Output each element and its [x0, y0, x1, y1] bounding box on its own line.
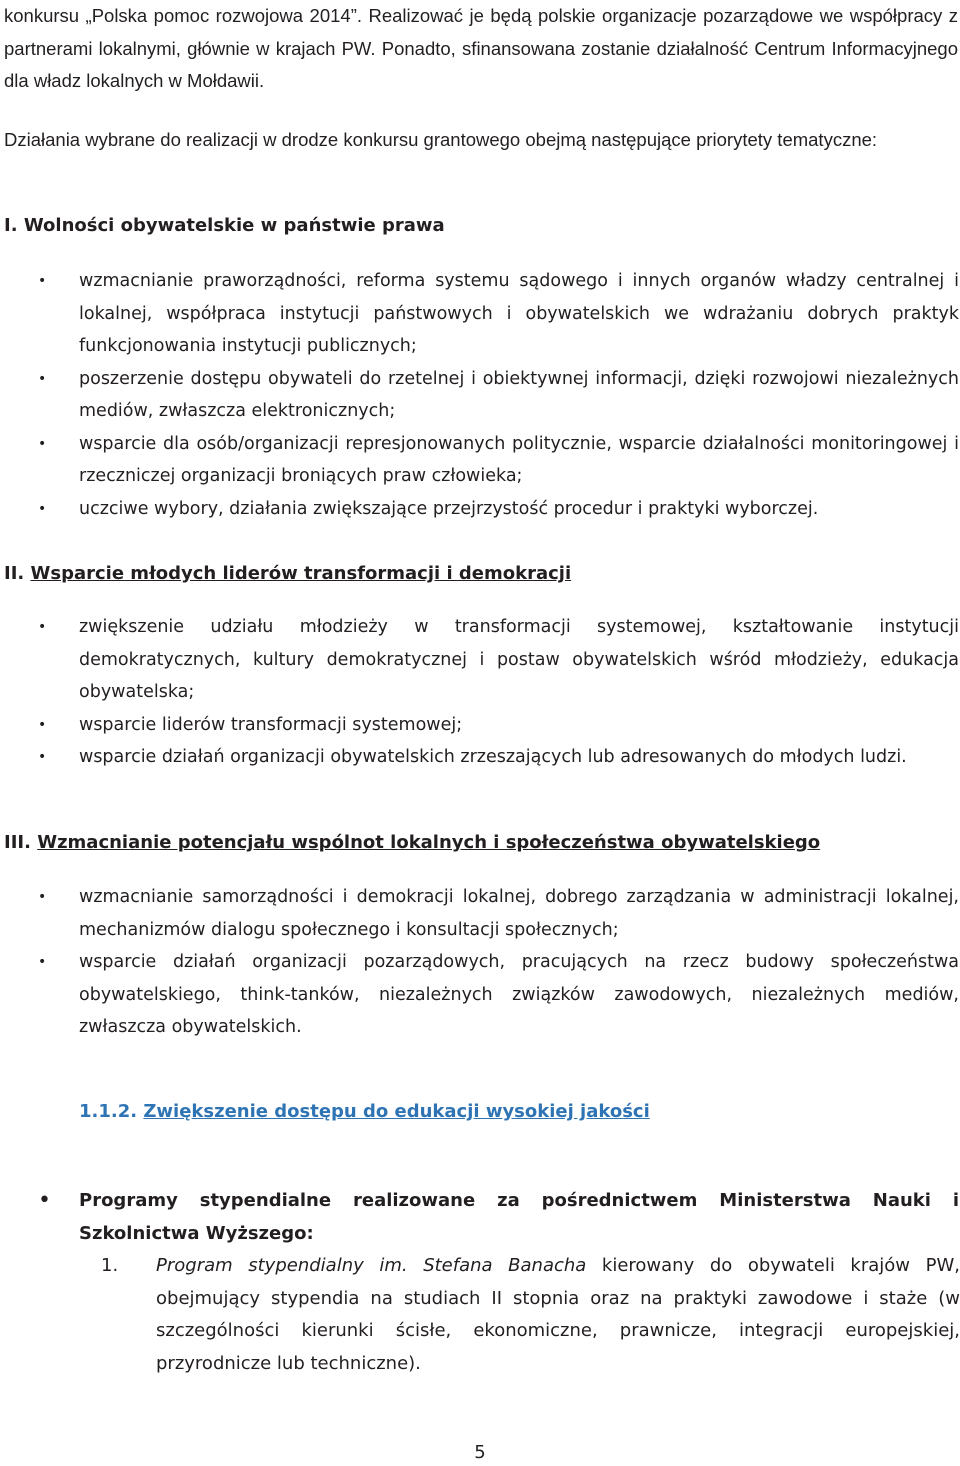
section-heading-2 [4, 559, 571, 589]
section-title: Wolności obywatelskie w państwie prawa [23, 215, 445, 236]
item-text [156, 1250, 960, 1380]
bullet-icon: • [38, 370, 47, 387]
section-heading-1 [4, 211, 445, 241]
section-number: III. [4, 832, 31, 853]
bullet-icon: • [38, 500, 47, 517]
bullet-icon: • [38, 716, 47, 733]
list-item: • uczciwe wybory, działania zwiększające przejrzystość procedur i praktyki wyborczej. [0, 493, 959, 526]
section-heading-3 [4, 828, 820, 858]
program-name: Program stypendialny im. Stefana Banacha [156, 1255, 587, 1276]
section-3-list [0, 881, 960, 1044]
section-number: I. [4, 215, 18, 236]
bullet-icon: • [38, 1188, 51, 1213]
subsection-number: 1.1.2. [79, 1101, 138, 1122]
list-item: • wsparcie dla osób/organizacji represjonowanych politycznie, wsparcie działalności monitoringowej i rzeczniczej organizacji broniących praw człowieka; [0, 428, 959, 493]
program-description: kierowany do obywateli krajów PW, obejmujący stypendia na studiach II stopnia oraz na praktyki zawodowe i staże (w szczególności kierunki ścisłe, ekonomiczne, prawnicze, integracji europejskiej, przyrodnicze lub techniczne). [156, 1255, 960, 1374]
bullet-icon: • [38, 619, 47, 635]
list-item: • wzmacnianie praworządności, reforma systemu sądowego i innych organów władzy centralnej i lokalnej, współpraca instytucji państwowych i obywatelskich we wdrażaniu dobrych praktyk funkcjonowania instytucji publicznych; [0, 265, 959, 363]
bullet-icon: • [38, 749, 47, 765]
bullet-icon: • [38, 273, 47, 289]
bullet-icon: • [38, 889, 47, 905]
section-title: Wsparcie młodych liderów transformacji i demokracji [30, 563, 572, 584]
list-item: • wsparcie działań organizacji pozarządowych, pracujących na rzecz budowy społeczeństwa obywatelskiego, think-tanków, niezależnych związków zawodowych, niezależnych mediów, zwłaszcza obywatelskich. [0, 946, 959, 1044]
list-item: • zwiększenie udziału młodzieży w transformacji systemowej, kształtowanie instytucji demokratycznych, kultury demokratycznej i postaw obywatelskich wśród młodzieży, edukacja obywatelska; [0, 611, 959, 709]
scholarship-heading: Programy stypendialne realizowane za pośrednictwem Ministerstwa Nauki i Szkolnictwa Wyższego: [79, 1190, 959, 1244]
bullet-icon: • [38, 435, 47, 452]
bullet-icon: • [38, 954, 47, 970]
subsection-title: Zwiększenie dostępu do edukacji wysokiej jakości [143, 1101, 650, 1122]
item-number: 1. [101, 1255, 119, 1276]
intro-paragraph: konkursu „Polska pomoc rozwojowa 2014”. Realizować je będą polskie organizacje pozarządowe we współpracy z partnerami lokalnymi, głównie w krajach PW. Ponadto, sfinansowana zostanie działalność Centrum Informacyjnego dla władz lokalnych w Mołdawii. [4, 5, 958, 91]
list-item: • wsparcie działań organizacji obywatelskich zrzeszających lub adresowanych do młodych ludzi. [0, 741, 959, 774]
section-number: II. [4, 563, 25, 584]
list-item: • wzmacnianie samorządności i demokracji lokalnej, dobrego zarządzania w administracji lokalnej, mechanizmów dialogu społecznego i konsultacji społecznych; [0, 881, 959, 946]
section-title: Wzmacnianie potencjału wspólnot lokalnych i społeczeństwa obywatelskiego [37, 832, 821, 853]
section-1-list [0, 265, 960, 525]
page-number: 5 [474, 1442, 486, 1463]
list-item: • poszerzenie dostępu obywateli do rzetelnej i obiektywnej informacji, dzięki rozwojowi niezależnych mediów, zwłaszcza elektronicznych; [0, 363, 959, 428]
list-item: • wsparcie liderów transformacji systemowej; [0, 709, 959, 742]
section-2-list [0, 611, 960, 774]
priorities-intro: Działania wybrane do realizacji w drodze konkursu grantowego obejmą następujące priorytety tematyczne: [4, 129, 878, 150]
subsection-heading [79, 1097, 650, 1127]
